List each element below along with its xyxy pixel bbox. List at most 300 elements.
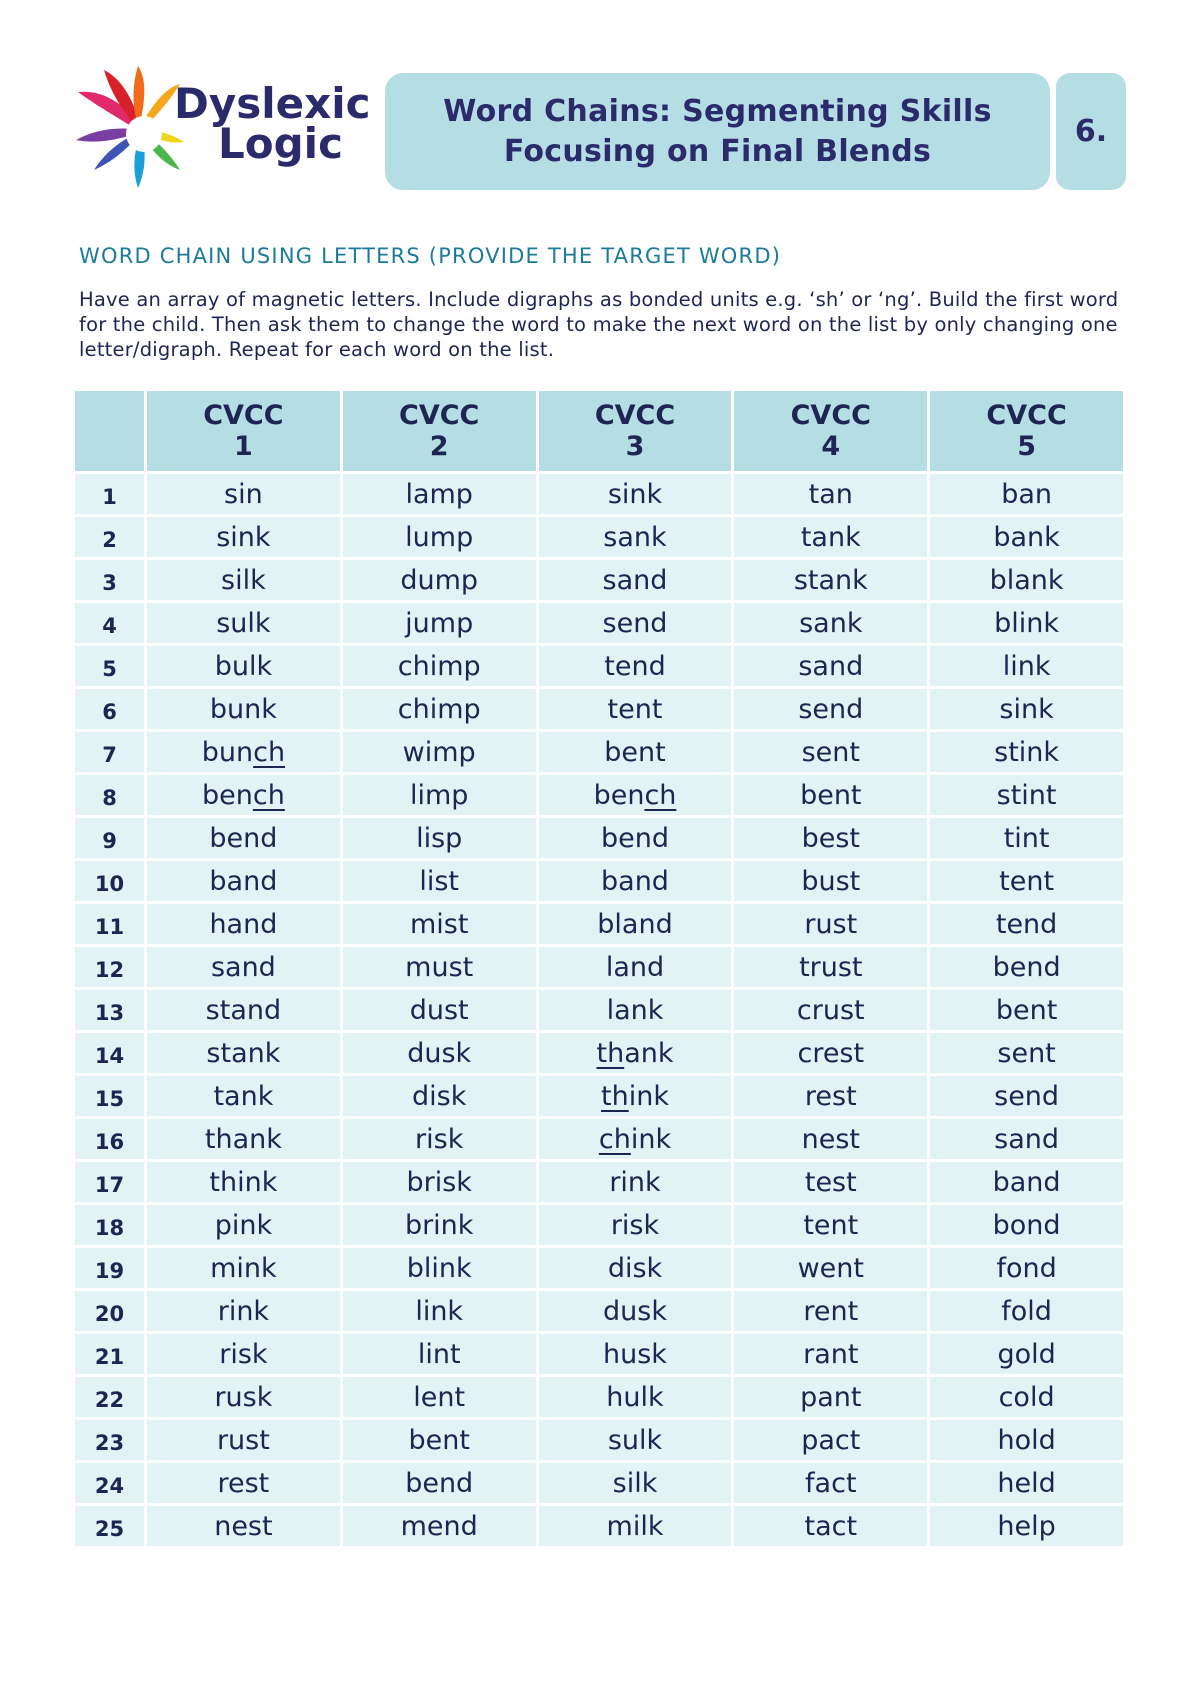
table-row <box>74 645 1125 688</box>
table-row <box>74 903 1125 946</box>
word-text: lump <box>405 521 474 553</box>
word-text: husk <box>603 1338 667 1370</box>
word-cell <box>929 1505 1125 1548</box>
word-cell <box>146 516 342 559</box>
word-cell <box>537 1505 733 1548</box>
word-cell <box>733 731 929 774</box>
column-header-4 <box>733 390 929 473</box>
table-row <box>74 1161 1125 1204</box>
word-text: crust <box>796 994 865 1026</box>
row-number-cell <box>74 989 146 1032</box>
word-cell <box>929 1333 1125 1376</box>
row-number-cell <box>74 1075 146 1118</box>
underlined-digraph: ch <box>598 1123 631 1155</box>
word-text: silk <box>612 1467 658 1499</box>
word-cell <box>733 1419 929 1462</box>
word-cell <box>929 1075 1125 1118</box>
table-row <box>74 1290 1125 1333</box>
word-text: tank <box>213 1080 274 1112</box>
word-text: tent <box>999 865 1055 897</box>
word-cell <box>341 946 537 989</box>
word-cell <box>733 1290 929 1333</box>
row-number-cell <box>74 1290 146 1333</box>
word-text: bulk <box>214 650 273 682</box>
word-text: band <box>601 865 669 897</box>
row-number-cell <box>74 1032 146 1075</box>
column-header-number: 3 <box>625 431 645 462</box>
word-text: bust <box>801 865 861 897</box>
row-number-cell <box>74 1204 146 1247</box>
word-text: blink <box>994 607 1060 639</box>
word-cell <box>929 1118 1125 1161</box>
row-number-cell <box>74 645 146 688</box>
word-cell <box>733 946 929 989</box>
word-text: sand <box>798 650 864 682</box>
word-cell <box>341 817 537 860</box>
column-header-label: CVCC <box>986 400 1067 431</box>
word-cell <box>537 1204 733 1247</box>
word-text: chink <box>598 1123 672 1155</box>
section-heading: WORD CHAIN USING LETTERS (PROVIDE THE TARGET WORD) <box>79 244 782 268</box>
word-text: brink <box>404 1209 474 1241</box>
word-cell <box>929 989 1125 1032</box>
column-header-1 <box>146 390 342 473</box>
word-text: gold <box>997 1338 1056 1370</box>
word-text: nest <box>801 1123 860 1155</box>
word-text: held <box>997 1467 1056 1499</box>
table-row <box>74 860 1125 903</box>
row-number: 22 <box>94 1388 125 1412</box>
word-text: dust <box>409 994 469 1026</box>
word-cell <box>537 774 733 817</box>
word-text: bond <box>992 1209 1061 1241</box>
word-cell <box>341 1505 537 1548</box>
word-text: hulk <box>606 1381 664 1413</box>
word-text: sand <box>602 564 668 596</box>
word-cell <box>929 1247 1125 1290</box>
word-text: lisp <box>416 822 463 854</box>
table-row <box>74 946 1125 989</box>
word-text: tend <box>995 908 1058 940</box>
word-text: rink <box>217 1295 270 1327</box>
underlined-digraph: th <box>601 1080 629 1112</box>
word-cell <box>929 946 1125 989</box>
underlined-digraph: ch <box>644 779 677 811</box>
table-row <box>74 731 1125 774</box>
word-cell <box>146 1075 342 1118</box>
word-cell <box>537 989 733 1032</box>
word-text: silk <box>221 564 266 596</box>
word-text: cold <box>998 1381 1055 1413</box>
word-text: bent <box>604 736 666 768</box>
word-cell <box>537 731 733 774</box>
word-text: fond <box>996 1252 1057 1284</box>
word-cell <box>537 1462 733 1505</box>
word-cell <box>733 516 929 559</box>
word-cell <box>537 1333 733 1376</box>
word-text: mist <box>409 908 469 940</box>
title-line-2: Focusing on Final Blends <box>503 133 932 169</box>
word-cell <box>146 1505 342 1548</box>
column-header-label: CVCC <box>203 400 284 431</box>
word-text: help <box>997 1510 1056 1542</box>
word-cell <box>537 1161 733 1204</box>
word-cell <box>929 1161 1125 1204</box>
word-cell <box>341 774 537 817</box>
word-cell <box>146 1376 342 1419</box>
word-text: stint <box>996 779 1057 811</box>
title-banner <box>385 73 1050 190</box>
row-number-cell <box>74 1376 146 1419</box>
row-number: 11 <box>94 915 125 939</box>
word-cell <box>929 602 1125 645</box>
word-text: wimp <box>402 736 476 768</box>
column-header-number: 4 <box>821 431 841 462</box>
word-text: milk <box>606 1510 664 1542</box>
word-cell <box>146 1204 342 1247</box>
word-cell <box>146 645 342 688</box>
word-text: thank <box>204 1123 282 1155</box>
word-text: tan <box>808 478 853 510</box>
word-cell <box>537 602 733 645</box>
word-chain-table <box>72 388 1126 1549</box>
word-cell <box>537 473 733 516</box>
word-cell <box>341 1419 537 1462</box>
row-number-cell <box>74 1247 146 1290</box>
column-header-5 <box>929 390 1125 473</box>
row-number-cell <box>74 1419 146 1462</box>
row-number: 3 <box>102 571 117 595</box>
word-cell <box>341 1161 537 1204</box>
word-text: sank <box>799 607 863 639</box>
word-cell <box>537 1032 733 1075</box>
word-cell <box>733 1505 929 1548</box>
word-cell <box>929 1032 1125 1075</box>
row-number-cell <box>74 602 146 645</box>
word-text: disk <box>412 1080 467 1112</box>
word-cell <box>146 903 342 946</box>
word-text: blink <box>406 1252 472 1284</box>
word-cell <box>929 559 1125 602</box>
word-cell <box>341 1032 537 1075</box>
word-cell <box>537 946 733 989</box>
word-cell <box>929 1376 1125 1419</box>
word-text: tent <box>803 1209 859 1241</box>
row-number: 8 <box>102 786 117 810</box>
word-text: limp <box>409 779 469 811</box>
word-text: bend <box>992 951 1061 983</box>
word-text: sulk <box>607 1424 663 1456</box>
table-row <box>74 1419 1125 1462</box>
word-text: pink <box>214 1209 273 1241</box>
table-header-row <box>74 390 1125 473</box>
word-cell <box>146 1161 342 1204</box>
word-text: bent <box>800 779 862 811</box>
underlined-digraph: ch <box>253 736 286 768</box>
word-text: bland <box>597 908 673 940</box>
row-number: 13 <box>94 1001 125 1025</box>
word-text: dump <box>400 564 479 596</box>
word-text: rink <box>609 1166 661 1198</box>
word-cell <box>537 817 733 860</box>
row-number: 4 <box>102 614 117 638</box>
word-cell <box>341 1333 537 1376</box>
word-cell <box>537 516 733 559</box>
column-header-3 <box>537 390 733 473</box>
word-cell <box>733 688 929 731</box>
word-text: test <box>804 1166 857 1198</box>
word-cell <box>733 1247 929 1290</box>
word-text: stink <box>994 736 1060 768</box>
word-cell <box>146 989 342 1032</box>
word-cell <box>537 1075 733 1118</box>
row-number: 24 <box>94 1474 125 1498</box>
word-text: best <box>801 822 860 854</box>
row-number-cell <box>74 903 146 946</box>
word-text: sent <box>801 736 860 768</box>
word-cell <box>929 516 1125 559</box>
table-row <box>74 1462 1125 1505</box>
word-cell <box>733 1462 929 1505</box>
row-number: 15 <box>94 1087 125 1111</box>
word-text: bench <box>593 779 677 811</box>
row-number: 1 <box>102 485 117 509</box>
word-text: think <box>601 1080 669 1112</box>
word-cell <box>929 473 1125 516</box>
table-row <box>74 602 1125 645</box>
column-header-label: CVCC <box>790 400 871 431</box>
word-text: disk <box>607 1252 663 1284</box>
word-cell <box>341 559 537 602</box>
word-text: list <box>419 865 460 897</box>
row-number-cell <box>74 731 146 774</box>
row-number: 21 <box>94 1345 125 1369</box>
word-text: stank <box>206 1037 281 1069</box>
word-cell <box>537 1419 733 1462</box>
row-number: 14 <box>94 1044 125 1068</box>
word-cell <box>733 602 929 645</box>
word-text: lamp <box>405 478 473 510</box>
row-number: 6 <box>102 700 117 724</box>
word-cell <box>341 1075 537 1118</box>
word-cell <box>146 946 342 989</box>
word-cell <box>341 473 537 516</box>
word-cell <box>146 860 342 903</box>
word-cell <box>929 1290 1125 1333</box>
word-text: bend <box>405 1467 474 1499</box>
word-text: sand <box>210 951 276 983</box>
word-text: risk <box>219 1338 268 1370</box>
word-cell <box>537 645 733 688</box>
title-line-1: Word Chains: Segmenting Skills <box>443 93 992 129</box>
word-text: fold <box>1001 1295 1052 1327</box>
row-number: 2 <box>102 528 117 552</box>
table-row <box>74 1204 1125 1247</box>
table-row <box>74 516 1125 559</box>
word-cell <box>146 473 342 516</box>
word-cell <box>929 903 1125 946</box>
word-text: think <box>209 1166 278 1198</box>
word-cell <box>537 860 733 903</box>
word-text: bend <box>209 822 278 854</box>
row-number: 10 <box>94 872 125 896</box>
word-text: sink <box>216 521 271 553</box>
row-number: 23 <box>94 1431 125 1455</box>
word-text: rent <box>803 1295 859 1327</box>
row-number: 9 <box>102 829 117 853</box>
word-text: sent <box>997 1037 1056 1069</box>
word-cell <box>146 1333 342 1376</box>
word-cell <box>341 645 537 688</box>
word-text: band <box>992 1166 1061 1198</box>
column-header-label: CVCC <box>594 400 676 431</box>
word-cell <box>146 1118 342 1161</box>
row-number: 18 <box>94 1216 125 1240</box>
word-cell <box>146 1419 342 1462</box>
word-cell <box>733 1204 929 1247</box>
word-cell <box>146 731 342 774</box>
word-cell <box>146 1032 342 1075</box>
word-cell <box>341 688 537 731</box>
column-header-label: CVCC <box>399 400 480 431</box>
logo-line-1: Dyslexic <box>174 79 371 128</box>
word-cell <box>929 645 1125 688</box>
word-text: sink <box>607 478 663 510</box>
dyslexic-logic-logo <box>74 66 374 194</box>
word-text: blank <box>989 564 1064 596</box>
row-number-cell <box>74 1333 146 1376</box>
word-text: hold <box>997 1424 1056 1456</box>
page-number-badge: 6. <box>1056 73 1126 190</box>
word-cell <box>146 559 342 602</box>
word-cell <box>929 1462 1125 1505</box>
word-cell <box>537 903 733 946</box>
word-cell <box>146 817 342 860</box>
word-text: thank <box>596 1037 674 1069</box>
row-number-cell <box>74 473 146 516</box>
word-text: bend <box>600 822 669 854</box>
table-row <box>74 688 1125 731</box>
word-text: tint <box>1003 822 1050 854</box>
table-body <box>74 473 1125 1548</box>
word-cell <box>537 559 733 602</box>
table-row <box>74 1032 1125 1075</box>
word-cell <box>733 774 929 817</box>
logo-wordmark <box>174 79 371 168</box>
word-text: pact <box>801 1424 861 1456</box>
row-number: 7 <box>102 743 117 767</box>
row-number-cell <box>74 1505 146 1548</box>
table-row <box>74 1118 1125 1161</box>
word-text: sand <box>994 1123 1060 1155</box>
word-text: link <box>415 1295 464 1327</box>
word-text: tank <box>800 521 861 553</box>
word-text: pant <box>800 1381 862 1413</box>
word-cell <box>733 1161 929 1204</box>
word-text: chimp <box>397 650 481 682</box>
word-text: rest <box>804 1080 857 1112</box>
word-cell <box>537 1247 733 1290</box>
word-text: bent <box>995 994 1058 1026</box>
word-cell <box>929 1204 1125 1247</box>
word-cell <box>341 1290 537 1333</box>
word-text: hand <box>209 908 278 940</box>
word-text: crest <box>797 1037 865 1069</box>
word-cell <box>341 1118 537 1161</box>
word-cell <box>537 1290 733 1333</box>
word-text: nest <box>214 1510 273 1542</box>
word-text: lank <box>606 994 664 1026</box>
table-row <box>74 817 1125 860</box>
word-cell <box>146 1247 342 1290</box>
row-number: 17 <box>94 1173 125 1197</box>
word-cell <box>146 688 342 731</box>
word-text: sin <box>224 478 263 510</box>
row-number-cell <box>74 1161 146 1204</box>
row-number-cell <box>74 1462 146 1505</box>
word-cell <box>929 688 1125 731</box>
word-text: sink <box>999 693 1054 725</box>
word-text: rust <box>216 1424 270 1456</box>
word-text: fact <box>805 1467 857 1499</box>
word-text: land <box>605 951 665 983</box>
word-text: must <box>405 951 474 983</box>
word-text: bench <box>201 779 285 811</box>
table-row <box>74 559 1125 602</box>
column-header-number: 5 <box>1017 431 1036 462</box>
row-number: 12 <box>94 958 125 982</box>
row-number-cell <box>74 817 146 860</box>
word-text: mend <box>400 1510 478 1542</box>
instructions-text: Have an array of magnetic letters. Include digraphs as bonded units e.g. ‘sh’ or ‘ng’. Build the first word for the child. Then ask them to change the word to make the next word on the list by only changing one letter/digraph. Repeat for each word on the list. <box>79 288 1119 361</box>
table-row <box>74 1505 1125 1548</box>
word-text: dusk <box>603 1295 667 1327</box>
word-cell <box>341 1376 537 1419</box>
word-cell <box>341 1204 537 1247</box>
word-text: went <box>797 1252 864 1284</box>
word-cell <box>341 860 537 903</box>
word-text: sulk <box>216 607 271 639</box>
word-cell <box>929 774 1125 817</box>
word-text: link <box>1002 650 1051 682</box>
word-text: lent <box>413 1381 466 1413</box>
word-text: bank <box>993 521 1060 553</box>
word-cell <box>733 817 929 860</box>
row-number: 20 <box>94 1302 125 1326</box>
table-row <box>74 473 1125 516</box>
word-text: mink <box>210 1252 277 1284</box>
logo-line-2: Logic <box>218 119 343 168</box>
word-cell <box>146 1290 342 1333</box>
table-row <box>74 1247 1125 1290</box>
word-text: bunch <box>201 736 286 768</box>
word-text: send <box>602 607 668 639</box>
word-text: lint <box>417 1338 461 1370</box>
word-cell <box>733 645 929 688</box>
word-text: dusk <box>407 1037 472 1069</box>
word-cell <box>341 989 537 1032</box>
word-cell <box>537 688 733 731</box>
word-cell <box>537 1376 733 1419</box>
row-number: 25 <box>94 1517 125 1541</box>
row-number-cell <box>74 688 146 731</box>
word-cell <box>733 1333 929 1376</box>
word-cell <box>146 602 342 645</box>
word-cell <box>929 1419 1125 1462</box>
row-number: 5 <box>102 657 117 681</box>
word-cell <box>341 731 537 774</box>
word-text: stank <box>793 564 868 596</box>
